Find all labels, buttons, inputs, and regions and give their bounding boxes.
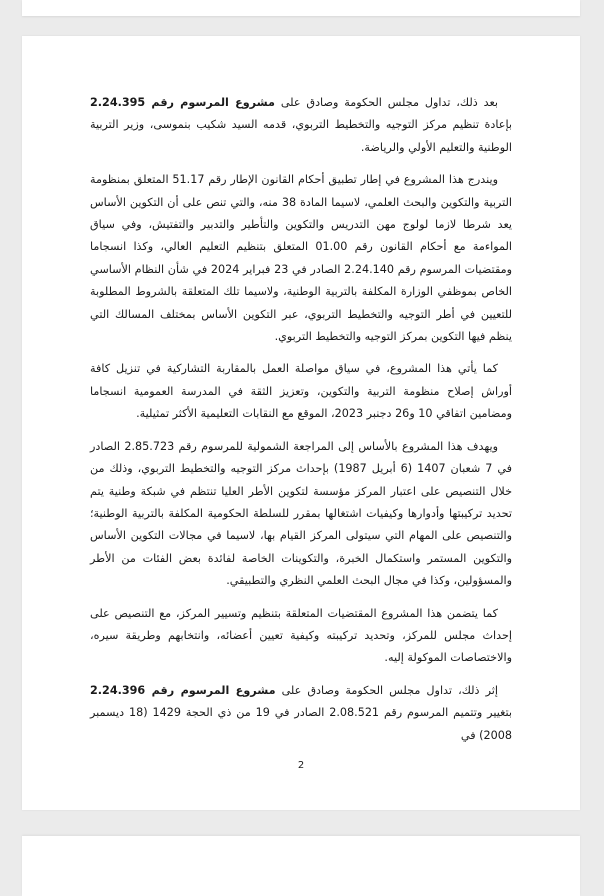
page-number: 2 <box>297 760 305 771</box>
paragraph-framework-law: ويندرج هذا المشروع في إطار تطبيق أحكام القانون الإطار رقم 51.17 المتعلق بمنظومة التربية والتكوين والبحث العلمي، لاسيما المادة 38 منه، والتي تنص على أن التكوين الأساس يعد شرطا لازما لولوج مهن التدريس والتكوين والتأطير والتدبير والتفتيش، وفي سياق المواءمة مع أحكام القانون رقم 01.00 المتعلق بتنظيم التعليم العالي، وكذا انسجاما ومقتضيات المرسوم رقم 2.24.140 الصادر في 23 فبراير 2024 في شأن النظام الأساسي الخاص بموظفي الوزارة المكلفة بالتربية الوطنية، ولاسيما تلك المتعلقة بالشروط المطلوبة للتعيين في أطر التوجيه والتخطيط التربوي، عبر التكوين الأساس بمختلف المسالك التي ينظم فيها التكوين بمركز التوجيه والتخطيط التربوي. <box>90 173 513 344</box>
decree-395-title: مشروع المرسوم رقم 2.24.395 <box>90 96 275 109</box>
document-page <box>22 36 580 810</box>
decree-396-title: مشروع المرسوم رقم 2.24.396 <box>90 683 276 697</box>
paragraph-participatory-approach: كما يأتي هذا المشروع، في سياق مواصلة العمل بالمقاربة التشاركية في تنزيل كافة أوراش إصلاح منظومة التربية والتكوين، وتعزيز الثقة في المدرسة العمومية انسجاما ومضامين اتفاقي 10 و26 دجنبر 2023، الموقع مع النقابات التعليمية الأكثر تمثيلية. <box>90 362 512 421</box>
paragraph-decree-395 <box>90 92 512 159</box>
paragraph-objectives: ويهدف هذا المشروع بالأساس إلى المراجعة الشمولية للمرسوم رقم 2.85.723 الصادر في 7 شعبان 1407 (6 أبريل 1987) بإحداث مركز التوجيه والتخطيط التربوي، وذلك من خلال التنصيص على اعتبار المركز مؤسسة لتكوين الأطر العليا تنتظم في شبكة وطنية يتم تحديد تركيبتها وأدوارها وكيفيات اشتغالها بمقرر للسلطة الحكومية المكلفة بالتربية الوطنية؛ والتنصيص على المهام التي سيتولى المركز القيام بها، لاسيما في مجالات التكوين الأساس والتكوين المستمر واستكمال الخبرة، والتكوينات الخاصة لفائدة بعض الفئات من الأطر والمسؤولين، وكذا في مجال البحث العلمي النظري والتطبيقي. <box>90 439 513 588</box>
previous-page-edge <box>22 0 580 16</box>
paragraph-1-rest: بإعادة تنظيم مركز التوجيه والتخطيط التربوي، قدمه السيد شكيب بنموسى، وزير التربية الوطنية والتعليم الأولي والرياضة. <box>90 118 512 154</box>
next-page-edge <box>22 836 580 896</box>
page-content <box>90 92 512 757</box>
paragraph-6-rest: بتغيير وتتميم المرسوم رقم 2.08.521 الصادر في 19 من ذي الحجة 1429 (18 ديسمبر 2008) في <box>90 706 512 742</box>
paragraph-6-intro: إثر ذلك، تداول مجلس الحكومة وصادق على <box>275 683 498 697</box>
paragraph-center-council: كما يتضمن هذا المشروع المقتضيات المتعلقة بتنظيم وتسيير المركز، مع التنصيص على إحداث مجلس للمركز، وتحديد تركيبته وكيفية تعيين أعضائه، وانتخابهم وطريقة سيره، والاختصاصات الموكولة إليه. <box>90 606 512 665</box>
paragraph-decree-396 <box>90 680 512 747</box>
paragraph-1-intro: بعد ذلك، تداول مجلس الحكومة وصادق على <box>274 96 498 109</box>
